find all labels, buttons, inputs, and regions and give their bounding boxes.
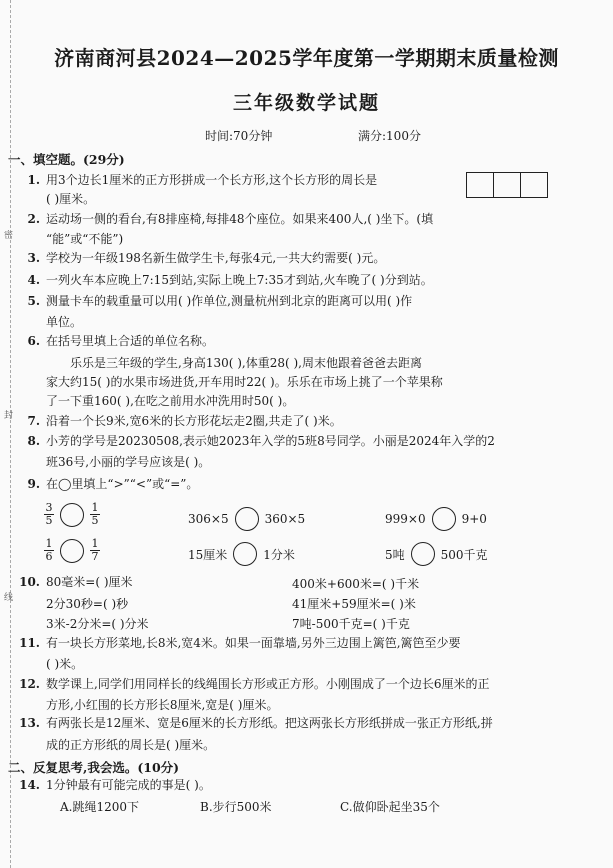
question-6	[18, 334, 578, 349]
question-6-line2: 乐乐是三年级的学生,身高130( ),体重28( ),周末他跟着爸爸去距离	[70, 356, 422, 370]
question-12	[18, 677, 578, 692]
question-number: 12.	[19, 677, 40, 691]
exam-score: 满分:100分	[358, 129, 421, 143]
answer-circle[interactable]	[233, 542, 257, 566]
question-6-line3: 家大约15( )的水果市场进货,开车用时22( )。乐乐在市场上挑了一个苹果称	[46, 375, 443, 389]
question-text: 小芳的学号是20230508,表示她2023年入学的5班8号同学。小丽是2024年入学的2	[46, 434, 495, 448]
compare-fraction-row1	[44, 502, 100, 527]
answer-circle[interactable]	[411, 542, 435, 566]
question-8-cont: 班36号,小丽的学号应该是( )。	[46, 455, 211, 469]
question-8	[18, 434, 578, 449]
three-squares-figure	[466, 172, 548, 198]
question-3	[18, 251, 578, 266]
answer-circle[interactable]	[60, 503, 84, 527]
question-text: 沿着一个长9米,宽6米的长方形花坛走2圈,共走了( )米。	[46, 414, 342, 428]
compare-weight-row2: 5吨 500千克	[385, 542, 488, 566]
question-number: 8.	[27, 434, 40, 448]
question-number: 6.	[27, 334, 40, 348]
section-2-heading: 二、反复思考,我会选。(10分)	[8, 760, 180, 775]
side-mark-feng: 封	[4, 411, 14, 421]
side-mark-mi: 密	[4, 231, 14, 241]
fraction: $\frac{1}{7}$	[91, 537, 99, 563]
compare-fraction-row2	[44, 538, 100, 563]
conversion-item: 400米+600米=( )千米	[292, 577, 420, 591]
conversion-item: 3米-2分米=( )分米	[46, 617, 149, 631]
conversion-item: 41厘米+59厘米=( )米	[292, 597, 416, 611]
option-b[interactable]: B.步行500米	[200, 800, 272, 814]
conversion-item: 2分30秒=( )秒	[46, 597, 129, 611]
question-text: 在◯里填上“>”“<”或“=”。	[46, 477, 199, 491]
question-2-cont: “能”或“不能”)	[46, 232, 124, 246]
question-9	[18, 477, 578, 492]
question-6-line4: 了一下重160( ),在吃之前用水冲洗用时50( )。	[46, 394, 295, 408]
question-number: 4.	[27, 273, 40, 287]
question-text: 1分钟最有可能完成的事是( )。	[46, 778, 211, 792]
compare-zero-row1: 999×0 9+0	[385, 507, 487, 531]
compare-length-row2: 15厘米 1分米	[188, 542, 295, 566]
question-number: 5.	[27, 294, 40, 308]
question-5-cont: 单位。	[46, 315, 83, 329]
question-text: 一列火车本应晚上7:15到站,实际上晚上7:35才到站,火车晚了( )分到站。	[46, 273, 433, 287]
answer-circle[interactable]	[432, 507, 456, 531]
fraction: $\frac{1}{5}$	[91, 501, 99, 527]
option-c[interactable]: C.做仰卧起坐35个	[340, 800, 440, 814]
question-text: 有一块长方形菜地,长8米,宽4米。如果一面靠墙,另外三边围上篱笆,篱笆至少要	[46, 636, 461, 650]
exam-time: 时间:70分钟	[205, 129, 273, 143]
question-text: 运动场一侧的看台,有8排座椅,每排48个座位。如果来400人,( )坐下。(填	[46, 212, 434, 226]
option-a[interactable]: A.跳绳1200下	[60, 800, 140, 814]
question-12-cont: 方形,小红围的长方形长8厘米,宽是( )厘米。	[46, 698, 279, 712]
question-text: 用3个边长1厘米的正方形拼成一个长方形,这个长方形的周长是	[46, 173, 378, 187]
fraction: $\frac{3}{5}$	[45, 501, 53, 527]
question-13-cont: 成的正方形纸的周长是( )厘米。	[46, 738, 216, 752]
binding-line	[10, 0, 12, 868]
question-1-cont: ( )厘米。	[46, 192, 96, 206]
question-11	[18, 636, 578, 651]
exam-subtitle: 三年级数学试题	[232, 92, 380, 114]
question-text: 学校为一年级198名新生做学生卡,每张4元,一共大约需要( )元。	[46, 251, 386, 265]
question-text: 数学课上,同学们用同样长的线绳围长方形或正方形。小刚围成了一个边长6厘米的正	[46, 677, 490, 691]
question-number: 7.	[27, 414, 40, 428]
question-14	[18, 778, 578, 793]
question-number: 2.	[27, 212, 40, 226]
question-13	[18, 716, 578, 731]
question-number: 10.	[19, 575, 40, 589]
compare-multiply-row1: 306×5 360×5	[188, 507, 305, 531]
question-text: 测量卡车的载重量可以用( )作单位,测量杭州到北京的距离可以用( )作	[46, 294, 413, 308]
question-5	[18, 294, 578, 309]
exam-title: 济南商河县2024—2025学年度第一学期期末质量检测	[54, 46, 559, 70]
section-1-heading: 一、填空题。(29分)	[8, 152, 125, 167]
question-11-cont: ( )米。	[46, 657, 84, 671]
question-2	[18, 212, 578, 227]
answer-circle[interactable]	[235, 507, 259, 531]
question-number: 1.	[27, 173, 40, 187]
question-number: 9.	[27, 477, 40, 491]
question-number: 14.	[19, 778, 40, 792]
conversion-item: 7吨-500千克=( )千克	[292, 617, 410, 631]
question-7	[18, 414, 578, 429]
conversion-item: 80毫米=( )厘米	[46, 575, 133, 589]
question-4	[18, 273, 578, 288]
side-mark-xian: 线	[4, 593, 14, 603]
question-text: 有两张长是12厘米、宽是6厘米的长方形纸。把这两张长方形纸拼成一张正方形纸,拼	[46, 716, 493, 730]
question-text: 在括号里填上合适的单位名称。	[46, 334, 215, 348]
answer-circle[interactable]	[60, 539, 84, 563]
question-number: 3.	[27, 251, 40, 265]
fraction: $\frac{1}{6}$	[45, 537, 53, 563]
question-number: 11.	[19, 636, 40, 650]
question-number: 13.	[19, 716, 40, 730]
